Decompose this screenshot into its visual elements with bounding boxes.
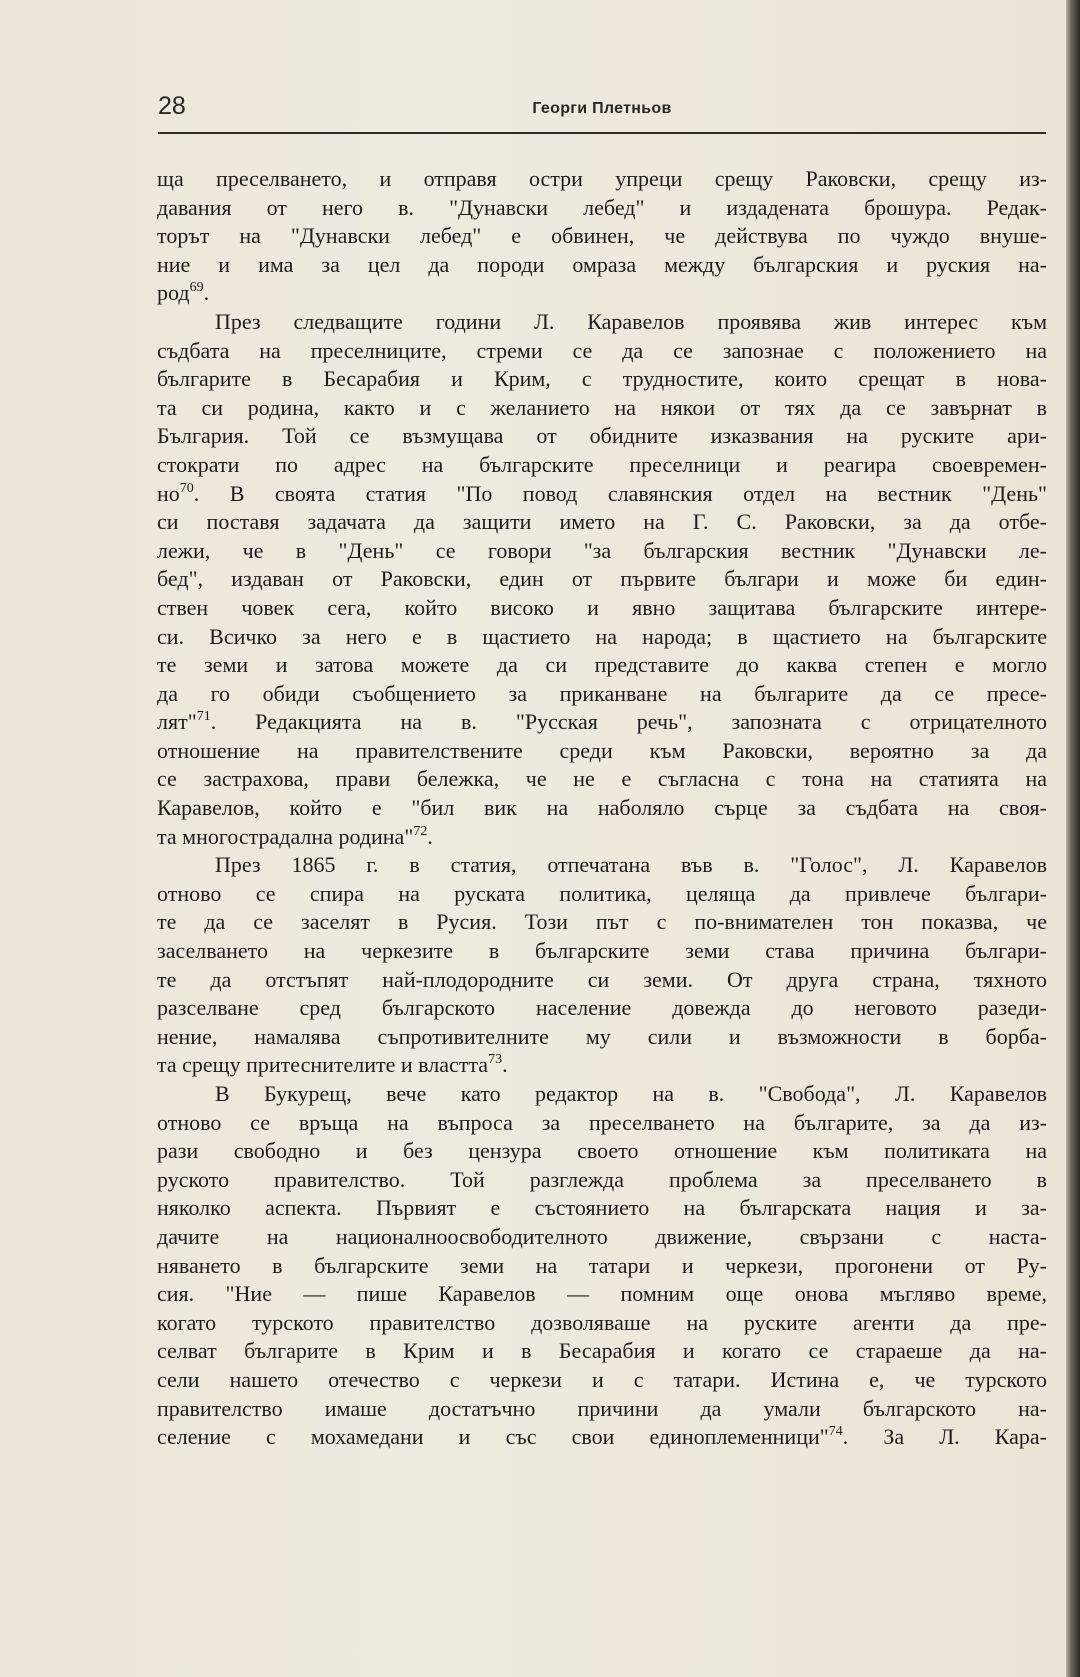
line-text: та многострадална родина"	[157, 823, 414, 849]
line-text: ща преселването, и отправя остри упреци срещу Раковски, срещу из-	[157, 166, 1047, 191]
line-text: сия. "Ние — пише Каравелов — помним още онова мъгляво време,	[157, 1281, 1047, 1307]
line-text: През следващите години Л. Каравелов проявява жив интерес към	[215, 308, 1047, 334]
line-text: те земи и затова можете да си представите до каква степен е могло	[157, 652, 1047, 678]
text-line	[157, 337, 1047, 366]
line-text: сели нашето отечество с черкези и с татари. Истина е, че турското	[157, 1366, 1047, 1392]
text-line	[157, 1337, 1047, 1366]
text-line	[157, 708, 1047, 737]
text-line	[157, 194, 1047, 223]
text-line	[157, 1137, 1047, 1166]
text-line	[157, 1223, 1047, 1252]
line-text: лежи, че в "День" се говори "за българския вестник "Дунавски ле-	[157, 537, 1047, 563]
line-text: се застрахова, прави бележка, че не е съгласна с тона на статията на	[157, 766, 1047, 792]
footnote-marker: 74	[828, 1424, 843, 1440]
line-text: те да отстъпят най-плодородните си земи. От друга страна, тяхното	[157, 966, 1047, 992]
page-edge-shadow	[1066, 0, 1080, 1677]
text-line	[157, 365, 1047, 394]
line-text: си. Всичко за него е в щастието на народа; в щастието на българските	[157, 623, 1047, 649]
text-line	[157, 594, 1047, 623]
text-line	[157, 908, 1047, 937]
line-text: нение, намалява съпротивителните му сили и възможности в борба-	[157, 1023, 1047, 1049]
text-line	[157, 737, 1047, 766]
line-text: дачите на националноосвободителното движение, свързани с наста-	[157, 1223, 1047, 1249]
text-line	[157, 1252, 1047, 1281]
text-line	[157, 565, 1047, 594]
text-line	[157, 222, 1047, 251]
line-text: няколко аспекта. Първият е състоянието на българската нация и за-	[157, 1195, 1047, 1221]
text-line	[157, 823, 1047, 852]
line-text: руското правителство. Той разглежда проблема за преселването в	[157, 1166, 1047, 1192]
text-line	[157, 994, 1047, 1023]
line-text: През 1865 г. в статия, отпечатана във в. "Голос", Л. Каравелов	[215, 852, 1047, 878]
text-line	[157, 480, 1047, 509]
page-number: 28	[158, 92, 186, 120]
text-line	[157, 794, 1047, 823]
line-text: стократи по адрес на българските преселници и реагира своевремен-	[157, 451, 1047, 477]
line-text: да го обиди съобщението за приканване на българите да се пресе-	[157, 680, 1047, 706]
text-line	[157, 1194, 1047, 1223]
text-line	[157, 279, 1047, 308]
line-text: българите в Бесарабия и Крим, с трудностите, които срещат в нова-	[157, 366, 1047, 392]
text-line	[157, 651, 1047, 680]
text-line	[157, 394, 1047, 423]
line-text-after-note: .	[427, 823, 433, 849]
line-text: те да се заселят в Русия. Този път с по-внимателен тон показва, че	[157, 909, 1047, 935]
line-text: отношение на правителствените среди към Раковски, вероятно за да	[157, 737, 1047, 763]
text-line	[157, 1023, 1047, 1052]
footnote-marker: 69	[189, 280, 204, 296]
header-rule	[158, 132, 1046, 134]
line-text: няването в българските земи на татари и черкези, прогонени от Ру-	[157, 1252, 1047, 1278]
text-line	[157, 251, 1047, 280]
line-text-after-note: . За Л. Кара-	[842, 1424, 1047, 1450]
footnote-marker: 70	[179, 480, 194, 496]
line-text: отново се връща на въпроса за преселването на българите, за да из-	[157, 1109, 1047, 1135]
text-line	[157, 623, 1047, 652]
line-text-after-note: . Редакцията на в. "Русская речь", запозната с отрицателното	[210, 709, 1047, 735]
line-text: разселване сред българското население довежда до неговото разеди-	[157, 995, 1047, 1021]
line-text: селват българите в Крим и в Бесарабия и когато се стараеше да на-	[157, 1338, 1047, 1364]
line-text: отново се спира на руската политика, целяща да привлече българи-	[157, 880, 1047, 906]
line-text: но	[157, 480, 180, 506]
text-line	[157, 422, 1047, 451]
text-line	[157, 308, 1047, 337]
page-header	[158, 92, 1046, 132]
footnote-marker: 73	[488, 1052, 503, 1068]
text-line	[157, 937, 1047, 966]
text-line	[157, 1109, 1047, 1138]
line-text: си поставя задачата да защити името на Г. С. Раковски, за да отбе-	[157, 509, 1047, 535]
line-text: ние и има за цел да породи омраза между българския и руския на-	[157, 251, 1047, 277]
text-line	[157, 1051, 1047, 1080]
text-line	[157, 1080, 1047, 1109]
line-text: бед", издаван от Раковски, един от първите българи и може би един-	[157, 566, 1047, 592]
line-text: та си родина, както и с желанието на някои от тях да се завърнат в	[157, 394, 1047, 420]
text-line	[157, 680, 1047, 709]
line-text: та срещу притеснителите и властта	[157, 1052, 489, 1078]
line-text: лят"	[157, 709, 197, 735]
text-line	[157, 165, 1047, 194]
text-line	[157, 1309, 1047, 1338]
footnote-marker: 71	[196, 709, 211, 725]
line-text: Каравелов, който е "бил вик на наболяло сърце за съдбата на своя-	[157, 795, 1047, 821]
text-line	[157, 451, 1047, 480]
line-text: род	[157, 280, 190, 306]
line-text-after-note: .	[502, 1052, 508, 1078]
line-text: когато турското правителство дозволяваше на руските агенти да пре-	[157, 1309, 1047, 1335]
running-head: Георги Плетньов	[532, 100, 672, 117]
text-line	[157, 851, 1047, 880]
footnote-marker: 72	[413, 823, 428, 839]
line-text: селение с мохамедани и със свои единоплеменници"	[157, 1424, 829, 1450]
text-line	[157, 966, 1047, 995]
text-line	[157, 1280, 1047, 1309]
line-text: правителство имаше достатъчно причини да умали българското на-	[157, 1395, 1047, 1421]
body-text	[157, 165, 1047, 1452]
text-line	[157, 1395, 1047, 1424]
line-text-after-note: . В своята статия "По повод славянския отдел на вестник "День"	[193, 480, 1047, 506]
line-text: торът на "Дунавски лебед" е обвинен, че действува по чуждо внуше-	[157, 223, 1047, 249]
text-line	[157, 537, 1047, 566]
text-line	[157, 880, 1047, 909]
line-text: България. Той се възмущава от обидните изказвания на руските ари-	[157, 423, 1047, 449]
line-text-after-note: .	[203, 280, 210, 306]
line-text: съдбата на преселниците, стреми се да се запознае с положението на	[157, 337, 1047, 363]
line-text: ствен човек сега, който високо и явно защитава българските интере-	[157, 594, 1047, 620]
line-text: рази свободно и без цензура своето отношение към политиката на	[157, 1138, 1047, 1164]
text-line	[157, 1166, 1047, 1195]
line-text: давания от него в. "Дунавски лебед" и издадената брошура. Редак-	[157, 194, 1047, 220]
text-line	[157, 1366, 1047, 1395]
text-line	[157, 508, 1047, 537]
text-line	[157, 765, 1047, 794]
text-line	[157, 1423, 1047, 1452]
line-text: заселването на черкезите в българските земи става причина българи-	[157, 938, 1047, 964]
line-text: В Букурещ, вече като редактор на в. "Свобода", Л. Каравелов	[215, 1081, 1047, 1106]
